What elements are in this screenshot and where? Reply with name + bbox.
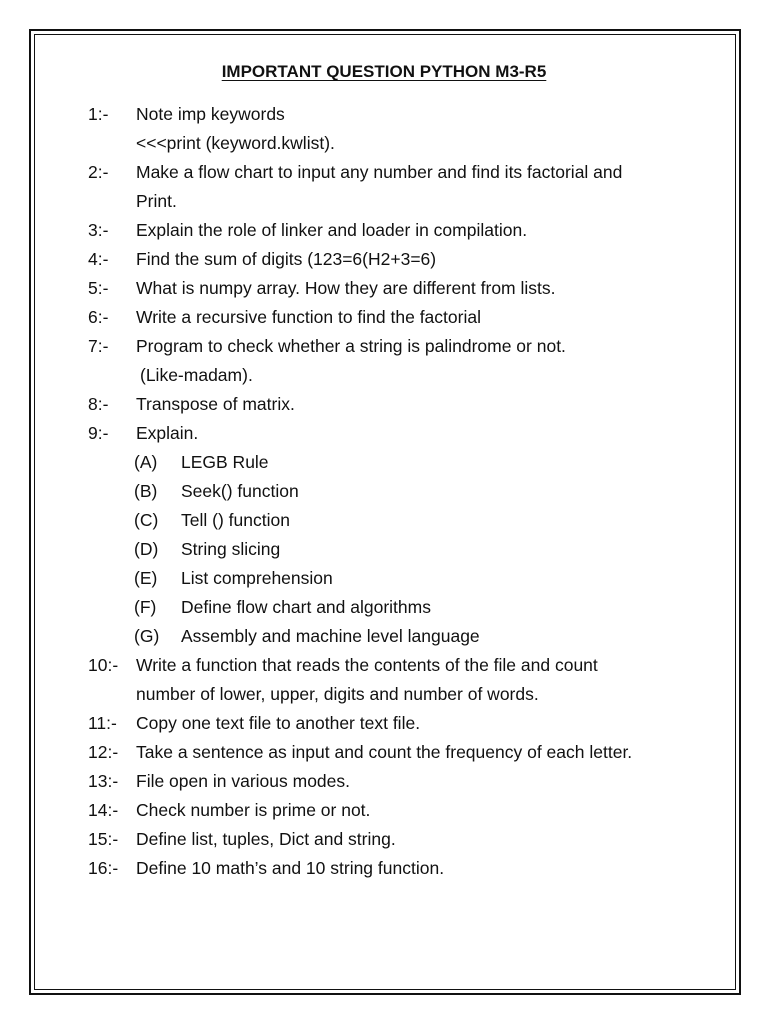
sub-item-letter: (G) [134, 626, 160, 646]
question-text: What is numpy array. How they are different from lists. [136, 278, 556, 298]
question-line [0, 362, 768, 391]
question-line [0, 101, 768, 130]
question-line [0, 391, 768, 420]
question-line [0, 217, 768, 246]
sub-item-text: Tell () function [181, 510, 290, 530]
sub-item-text: String slicing [181, 539, 281, 559]
question-line [0, 246, 768, 275]
question-line [0, 710, 768, 739]
sub-item-letter: (E) [134, 568, 158, 588]
question-text: Take a sentence as input and count the frequency of each letter. [136, 742, 633, 762]
sub-item [0, 507, 768, 536]
question-text: Explain the role of linker and loader in compilation. [136, 220, 528, 240]
sub-item [0, 623, 768, 652]
question-line [0, 739, 768, 768]
question-text: Note imp keywords [136, 104, 285, 124]
question-text: <<<print (keyword.kwlist). [136, 133, 335, 153]
sub-item [0, 536, 768, 565]
question-line [0, 797, 768, 826]
question-text: Copy one text file to another text file. [136, 713, 421, 733]
question-line [0, 159, 768, 188]
sub-item [0, 594, 768, 623]
question-number: 9:- [88, 423, 109, 443]
question-number: 2:- [88, 162, 109, 182]
question-number: 14:- [88, 800, 119, 820]
question-number: 7:- [88, 336, 109, 356]
question-text: (Like-madam). [140, 365, 253, 385]
question-text: Define 10 math’s and 10 string function. [136, 858, 445, 878]
question-number: 6:- [88, 307, 109, 327]
question-text: Find the sum of digits (123=6(H2+3=6) [136, 249, 437, 269]
question-text: Check number is prime or not. [136, 800, 371, 820]
sub-item-text: Assembly and machine level language [181, 626, 480, 646]
question-line [0, 826, 768, 855]
question-text: Write a recursive function to find the factorial [136, 307, 481, 327]
question-number: 11:- [88, 713, 117, 733]
question-number: 5:- [88, 278, 109, 298]
question-text: Define list, tuples, Dict and string. [136, 829, 396, 849]
question-line [0, 652, 768, 681]
question-line [0, 304, 768, 333]
question-number: 13:- [88, 771, 119, 791]
question-text: Transpose of matrix. [136, 394, 295, 414]
question-number: 1:- [88, 104, 109, 124]
sub-item-letter: (B) [134, 481, 158, 501]
question-line [0, 420, 768, 449]
question-text: Print. [136, 191, 177, 211]
question-number: 12:- [88, 742, 119, 762]
sub-item [0, 565, 768, 594]
document-title: IMPORTANT QUESTION PYTHON M3-R5 [221, 62, 547, 81]
question-text: Make a flow chart to input any number and find its factorial and [136, 162, 623, 182]
question-line [0, 855, 768, 884]
sub-item-letter: (F) [134, 597, 157, 617]
question-line [0, 275, 768, 304]
question-line [0, 768, 768, 797]
question-text: Program to check whether a string is palindrome or not. [136, 336, 566, 356]
question-number: 15:- [88, 829, 119, 849]
question-number: 4:- [88, 249, 109, 269]
question-list [0, 101, 768, 884]
question-line [0, 681, 768, 710]
question-number: 3:- [88, 220, 109, 240]
sub-item-text: Seek() function [181, 481, 299, 501]
question-number: 10:- [88, 655, 119, 675]
sub-item-letter: (A) [134, 452, 158, 472]
question-line [0, 130, 768, 159]
sub-item-letter: (D) [134, 539, 159, 559]
sub-item-text: List comprehension [181, 568, 333, 588]
sub-item [0, 449, 768, 478]
sub-item-letter: (C) [134, 510, 159, 530]
question-text: number of lower, upper, digits and number of words. [136, 684, 539, 704]
question-number: 8:- [88, 394, 109, 414]
question-text: Explain. [136, 423, 199, 443]
question-number: 16:- [88, 858, 119, 878]
question-line [0, 188, 768, 217]
question-text: Write a function that reads the contents of the file and count [136, 655, 598, 675]
sub-item [0, 478, 768, 507]
question-line [0, 333, 768, 362]
sub-item-text: Define flow chart and algorithms [181, 597, 431, 617]
question-text: File open in various modes. [136, 771, 350, 791]
sub-item-text: LEGB Rule [181, 452, 269, 472]
